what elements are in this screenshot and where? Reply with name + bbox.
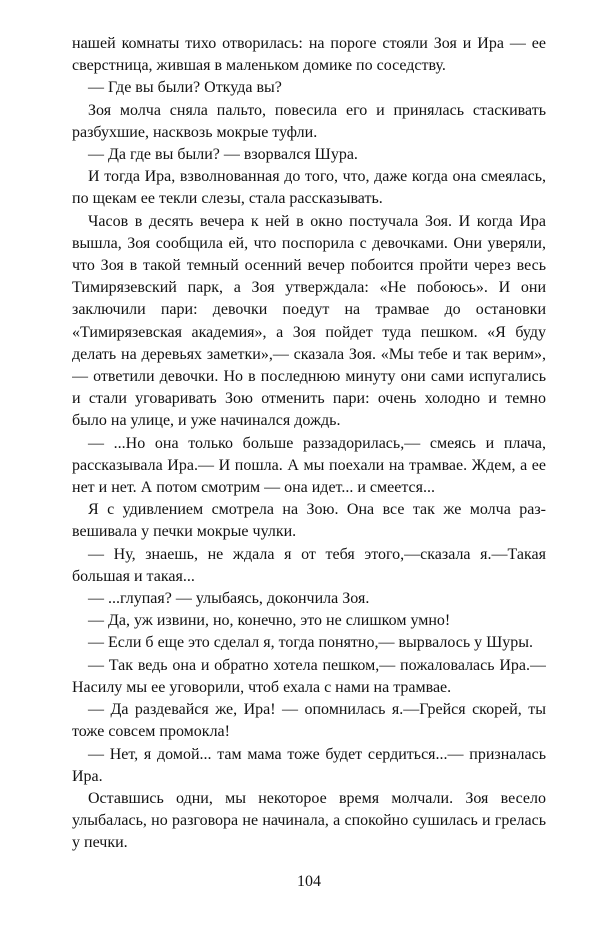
paragraph-5: И тогда Ира, взволнованная до того, что, даже когда она смеялась, по щекам ее текли слезы, стала рассказывать. [72, 168, 546, 208]
paragraph-2: — Где вы были? Откуда вы? [88, 79, 282, 97]
paragraph-3: Зоя молча сняла пальто, повесила его и принялась стаскивать разбухшие, насквозь мокрые туфли. [72, 101, 546, 141]
paragraph-10: — ...глупая? — улыбаясь, докончила Зоя. [88, 590, 370, 608]
paragraph-1: нашей комнаты тихо отворилась: на пороге стояли Зоя и Ира — ее сверстница, жившая в маленьком домике по соседству. [72, 35, 546, 75]
paragraph-13: — Так ведь она и обратно хотела пешком,— пожаловалась Ира.— Насилу мы ее уговорили, чтоб ехала с нами на трамвае. [72, 656, 546, 696]
page-number: 104 [297, 873, 321, 890]
paragraph-4: — Да где вы были? — взорвался Шура. [88, 146, 358, 164]
paragraph-7: — ...Но она только больше раззадорилась,— смеясь и плача, рассказывала Ира.— И пошла. А мы поехали на трамвае. Ждем, а ее нет и нет. А потом смотрим — она идет... и смеется... [72, 434, 546, 497]
paragraph-6: Часов в десять вечера к ней в окно постучала Зоя. И когда Ира вышла, Зоя сообщила ей, что поспорила с девочками. Они уверяли, что Зоя в такой темный осенний вечер побоится пройти через весь Тимирязевский парк, а Зоя утверждала: «Не побоюсь». И они заключили пари: девочки поедут на трамвае до остановки «Тимирязевская академия», а Зоя пойдет туда пешком. «Я буду делать на деревьях заметки»,— сказала Зоя. «Мы тебе и так верим»,— ответили девочки. Но в последнюю минуту они сами испугались и стали уговаривать Зою отменить пари: очень холодно и темно было на улице, и уже начинался дождь. [72, 212, 546, 430]
page-body-text [72, 33, 546, 855]
paragraph-9: — Ну, знаешь, не ждала я от тебя этого,—сказала я.—Такая большая и такая... [72, 545, 546, 585]
paragraph-15: — Нет, я домой... там мама тоже будет сердиться...— призналась Ира. [72, 745, 546, 785]
paragraph-16: Оставшись одни, мы некоторое время молчали. Зоя весело улыбалась, но разговора не начинала, а спокойно сушилась и грелась у печки. [72, 789, 546, 852]
paragraph-14: — Да раздевайся же, Ира! — опомнилась я.—Грейся скорей, ты тоже совсем промокла! [72, 701, 546, 741]
book-page [72, 33, 546, 893]
paragraph-8: Я с удивлением смотрела на Зою. Она все так же молча развешивала у печки мокрые чулки. [72, 501, 546, 541]
paragraph-11: — Да, уж извини, но, конечно, это не слишком умно! [88, 612, 451, 630]
paragraph-12: — Если б еще это сделал я, тогда понятно,— вырвалось у Шуры. [88, 634, 534, 652]
